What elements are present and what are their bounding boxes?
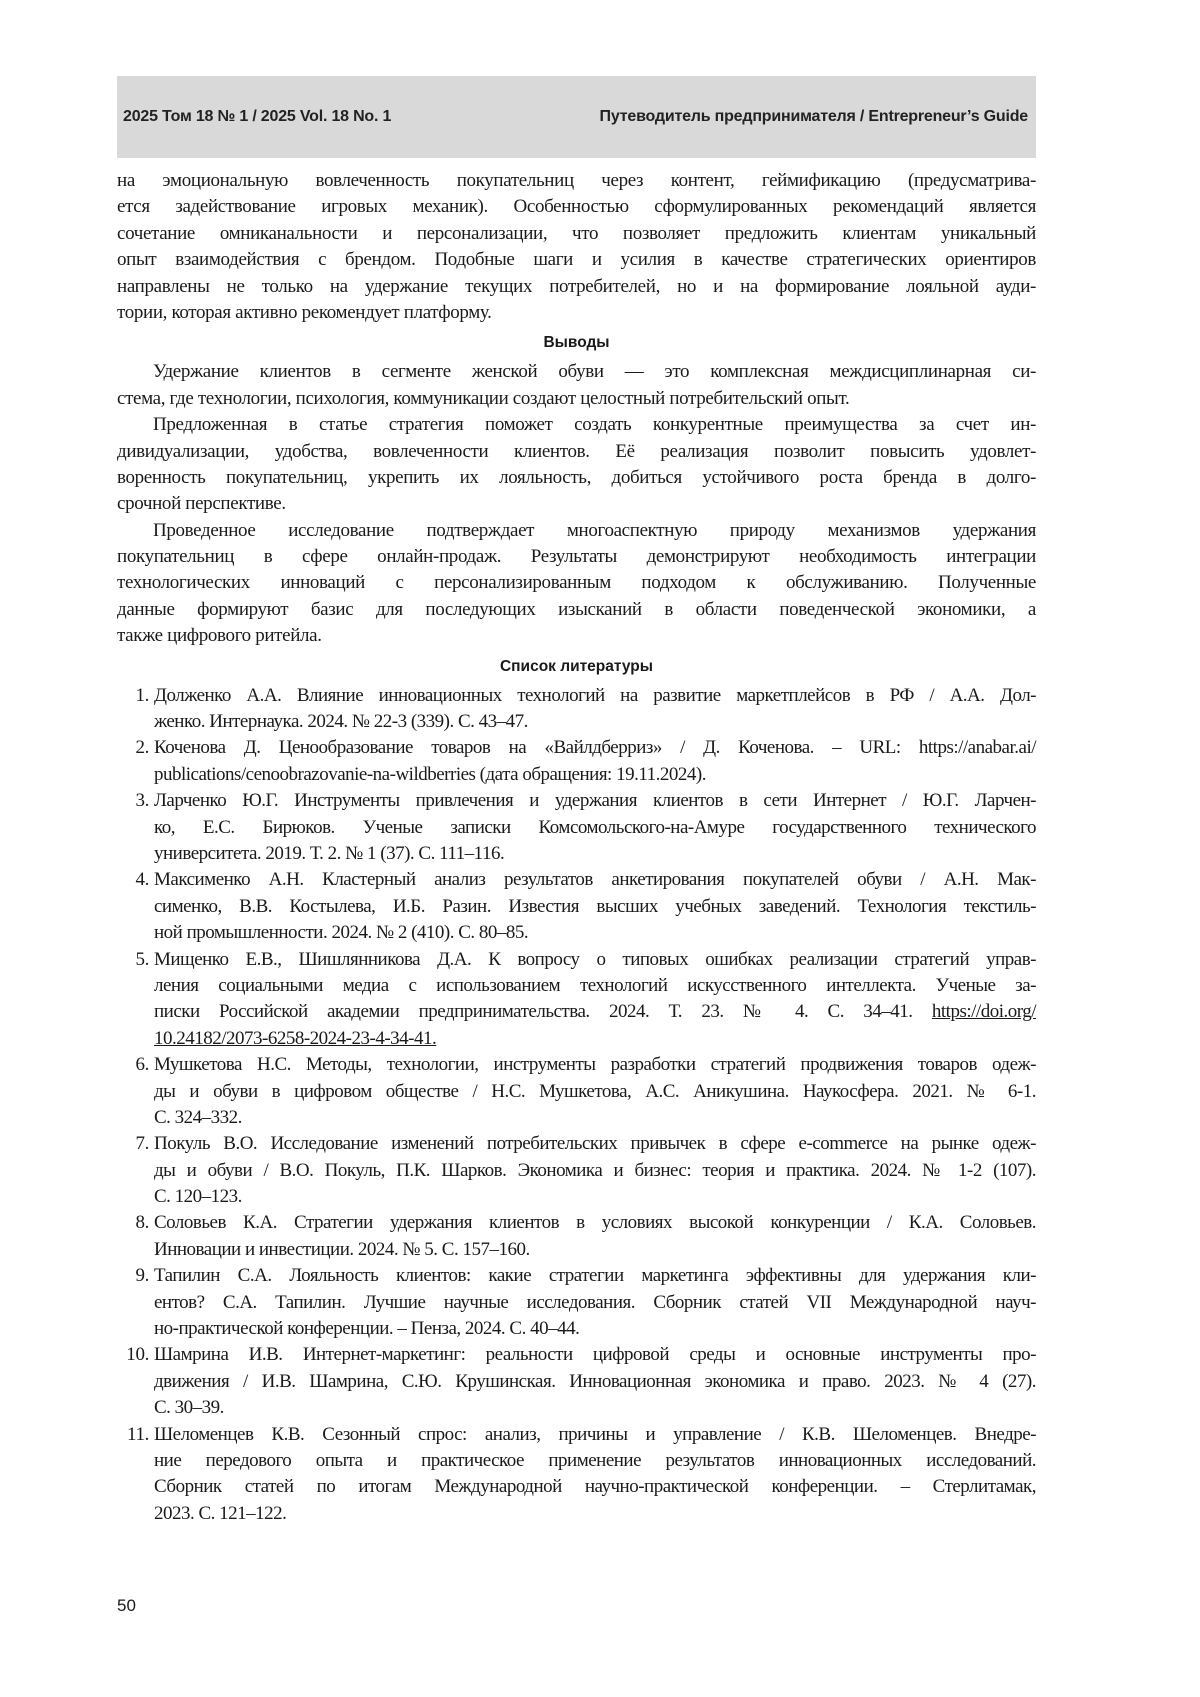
reference-text (154, 788, 1036, 867)
text-line: Сборник статей по итогам Международной научно-практической конференции. – Стерлитамак, (154, 1474, 1036, 1500)
text-line: университета. 2019. Т. 2. № 1 (37). С. 111–116. (154, 841, 1036, 867)
text-line: сочетание омниканальности и персонализации, что позволяет предложить клиентам уникальный (117, 221, 1036, 247)
reference-item (117, 683, 1036, 736)
references-heading: Список литературы (117, 654, 1036, 680)
text-line: Проведенное исследование подтверждает многоаспектную природу механизмов удержания (117, 518, 1036, 544)
text-line: но-практической конференции. – Пенза, 2024. С. 40–44. (154, 1316, 1036, 1342)
reference-number: 6. (117, 1052, 154, 1131)
reference-item (117, 1210, 1036, 1263)
journal-running-header (117, 76, 1036, 158)
conclusions-section (117, 359, 1036, 649)
text-line: Мушкетова Н.С. Методы, технологии, инструменты разработки стратегий продвижения товаров одеж- (154, 1052, 1036, 1078)
text-line: Удержание клиентов в сегменте женской обуви — это комплексная междисциплинарная си- (117, 359, 1036, 385)
text-line: ления социальными медиа с использованием технологий искусственного интеллекта. Ученые за- (154, 973, 1036, 999)
text-line: С. 324–332. (154, 1105, 1036, 1131)
reference-text (154, 947, 1036, 1053)
text-line: технологических инноваций с персонализированным подходом к обслуживанию. Полученные (117, 570, 1036, 596)
text-line: дивидуализации, удобства, вовлеченности клиентов. Её реализация позволит повысить удовлет- (117, 439, 1036, 465)
text-line: стема, где технологии, психология, коммуникации создают целостный потребительский опыт. (117, 386, 1036, 412)
reference-item (117, 867, 1036, 946)
reference-item (117, 788, 1036, 867)
conclusion-paragraph (117, 359, 1036, 412)
text-line: данные формируют базис для последующих изысканий в области поведенческой экономики, а (117, 597, 1036, 623)
conclusion-paragraph (117, 518, 1036, 650)
reference-item (117, 1422, 1036, 1528)
text-line: С. 30–39. (154, 1395, 1036, 1421)
text-line: опыт взаимодействия с брендом. Подобные шаги и усилия в качестве стратегических ориентиров (117, 247, 1036, 273)
text-line: ентов? С.А. Тапилин. Лучшие научные исследования. Сборник статей VII Международной науч- (154, 1290, 1036, 1316)
text-line: Ларченко Ю.Г. Инструменты привлечения и удержания клиентов в сети Интернет / Ю.Г. Ларчен- (154, 788, 1036, 814)
reference-number: 9. (117, 1263, 154, 1342)
text-line: Мищенко Е.В., Шишлянникова Д.А. К вопросу о типовых ошибках реализации стратегий управ- (154, 947, 1036, 973)
page-number: 50 (117, 1596, 136, 1616)
reference-item (117, 947, 1036, 1053)
text-line: покупательниц в сфере онлайн-продаж. Результаты демонстрируют необходимость интеграции (117, 544, 1036, 570)
journal-title: Путеводитель предпринимателя / Entrepreneur’s Guide (600, 108, 1028, 126)
reference-number: 1. (117, 683, 154, 736)
text-line: ние передового опыта и практическое применение результатов инновационных исследований. (154, 1448, 1036, 1474)
text-line: Предложенная в статье стратегия поможет создать конкурентные преимущества за счет ин- (117, 412, 1036, 438)
text-line: Инновации и инвестиции. 2024. № 5. С. 157–160. (154, 1237, 1036, 1263)
reference-number: 11. (117, 1422, 154, 1528)
conclusions-heading: Выводы (117, 330, 1036, 356)
text-line: Покуль В.О. Исследование изменений потребительских привычек в сфере e-commerce на рынке одеж- (154, 1131, 1036, 1157)
reference-number: 5. (117, 947, 154, 1053)
journal-issue-info: 2025 Том 18 № 1 / 2025 Vol. 18 No. 1 (123, 108, 391, 126)
text-line: сименко, В.В. Костылева, И.Б. Разин. Известия высших учебных заведений. Технология текстиль- (154, 894, 1036, 920)
reference-text (154, 1052, 1036, 1131)
intro-paragraph (117, 168, 1036, 326)
reference-number: 7. (117, 1131, 154, 1210)
text-line: Соловьев К.А. Стратегии удержания клиентов в условиях высокой конкуренции / К.А. Соловьев. (154, 1210, 1036, 1236)
text-line: писки Российской академии предпринимательства. 2024. Т. 23. № 4. С. 34–41. https://doi.org/ (154, 999, 1036, 1025)
reference-text (154, 1131, 1036, 1210)
text-line: тории, которая активно рекомендует платформу. (117, 300, 1036, 326)
text-line: ды и обуви в цифровом обществе / Н.С. Мушкетова, А.С. Аникушина. Наукосфера. 2021. № 6-1. (154, 1079, 1036, 1105)
reference-number: 3. (117, 788, 154, 867)
reference-item (117, 735, 1036, 788)
reference-text (154, 1342, 1036, 1421)
text-line: ной промышленности. 2024. № 2 (410). С. 80–85. (154, 920, 1036, 946)
reference-number: 10. (117, 1342, 154, 1421)
text-line: С. 120–123. (154, 1184, 1036, 1210)
reference-item (117, 1131, 1036, 1210)
text-line: Долженко А.А. Влияние инновационных технологий на развитие маркетплейсов в РФ / А.А. Дол- (154, 683, 1036, 709)
reference-text (154, 1263, 1036, 1342)
text-line: ется задействование игровых механик). Особенностью сформулированных рекомендаций является (117, 194, 1036, 220)
text-line: также цифрового ритейла. (117, 623, 1036, 649)
reference-number: 4. (117, 867, 154, 946)
text-line: Шамрина И.В. Интернет-маркетинг: реальности цифровой среды и основные инструменты про- (154, 1342, 1036, 1368)
text-line: publications/cenoobrazovanie-na-wildberries (дата обращения: 19.11.2024). (154, 762, 1036, 788)
page-content (117, 168, 1036, 1527)
reference-text (154, 1422, 1036, 1528)
reference-text (154, 867, 1036, 946)
text-line: направлены не только на удержание текущих потребителей, но и на формирование лояльной ауди- (117, 274, 1036, 300)
text-line: Максименко А.Н. Кластерный анализ результатов анкетирования покупателей обуви / А.Н. Мак- (154, 867, 1036, 893)
reference-text (154, 683, 1036, 736)
text-line: ды и обуви / В.О. Покуль, П.К. Шарков. Экономика и бизнес: теория и практика. 2024. № 1-2 (107). (154, 1158, 1036, 1184)
conclusion-paragraph (117, 412, 1036, 518)
text-line: Тапилин С.А. Лояльность клиентов: какие стратегии маркетинга эффективны для удержания кли- (154, 1263, 1036, 1289)
doi-link-continuation[interactable]: 10.24182/2073-6258-2024-23-4-34-41. (154, 1026, 1036, 1052)
references-list (117, 683, 1036, 1528)
text-line: движения / И.В. Шамрина, С.Ю. Крушинская. Инновационная экономика и право. 2023. № 4 (27). (154, 1369, 1036, 1395)
text-line: на эмоциональную вовлеченность покупательниц через контент, геймификацию (предусматрива- (117, 168, 1036, 194)
text-line: ко, Е.С. Бирюков. Ученые записки Комсомольского-на-Амуре государственного технического (154, 815, 1036, 841)
text-line: Коченова Д. Ценообразование товаров на «Вайлдберриз» / Д. Коченова. – URL: https://anabar.ai/ (154, 735, 1036, 761)
text-line: Шеломенцев К.В. Сезонный спрос: анализ, причины и управление / К.В. Шеломенцев. Внедре- (154, 1422, 1036, 1448)
reference-number: 8. (117, 1210, 154, 1263)
text-line: 2023. С. 121–122. (154, 1501, 1036, 1527)
reference-text (154, 735, 1036, 788)
reference-item (117, 1342, 1036, 1421)
reference-text (154, 1210, 1036, 1263)
text-line: срочной перспективе. (117, 491, 1036, 517)
reference-number: 2. (117, 735, 154, 788)
reference-item (117, 1052, 1036, 1131)
reference-item (117, 1263, 1036, 1342)
doi-link[interactable]: https://doi.org/ (932, 1001, 1036, 1022)
text-line: воренность покупательниц, укрепить их лояльность, добиться устойчивого роста бренда в долго- (117, 465, 1036, 491)
text-line: женко. Интернаука. 2024. № 22-3 (339). С. 43–47. (154, 709, 1036, 735)
